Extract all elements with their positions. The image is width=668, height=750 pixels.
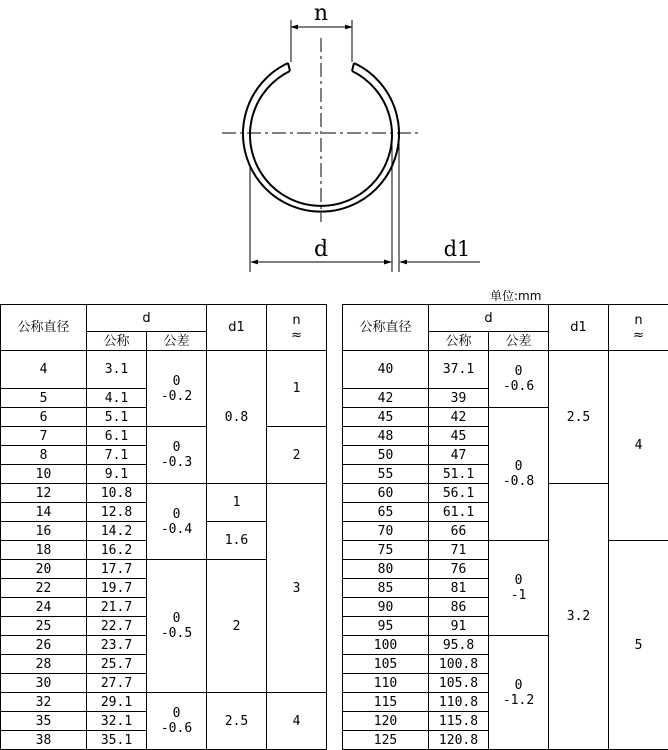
cell-nominal: 85 — [343, 579, 429, 598]
dimension-d1-label: d1 — [443, 237, 471, 261]
cell-d1: 2 — [207, 560, 267, 693]
cell-nominal: 120 — [343, 712, 429, 731]
table-body — [1, 351, 327, 750]
cell-nominal: 65 — [343, 503, 429, 522]
tolerance-upper: 0 — [172, 373, 181, 389]
cell-d-nominal: 47 — [429, 446, 489, 465]
cell-nominal: 14 — [1, 503, 87, 522]
header-d-nominal: 公称 — [429, 332, 489, 351]
cell-d-nominal: 39 — [429, 389, 489, 408]
header-d-tolerance: 公差 — [489, 332, 549, 351]
cell-nominal: 100 — [343, 636, 429, 655]
tolerance-lower: -0.2 — [160, 388, 193, 404]
cell-d-tolerance — [489, 636, 549, 750]
cell-d1: 3.2 — [549, 484, 609, 750]
cell-nominal: 45 — [343, 408, 429, 427]
cell-nominal: 20 — [1, 560, 87, 579]
tolerance-lower: -0.3 — [160, 455, 193, 470]
cell-n: 2 — [267, 427, 327, 484]
cell-d-tolerance — [489, 408, 549, 541]
header-d1: d1 — [207, 305, 267, 351]
cell-d-nominal: 91 — [429, 617, 489, 636]
tolerance-upper: 0 — [172, 611, 181, 626]
cell-nominal: 125 — [343, 731, 429, 750]
cell-nominal: 32 — [1, 693, 87, 712]
cell-nominal: 6 — [1, 408, 87, 427]
tolerance-upper: 0 — [172, 506, 181, 522]
cell-d-tolerance — [489, 351, 549, 408]
header-n: n ≈ — [609, 305, 668, 351]
cell-d-nominal: 32.1 — [87, 712, 147, 731]
cell-nominal: 55 — [343, 465, 429, 484]
cell-nominal: 18 — [1, 541, 87, 560]
cell-nominal: 50 — [343, 446, 429, 465]
cell-nominal: 25 — [1, 617, 87, 636]
table-row — [343, 351, 668, 389]
cell-d-nominal: 66 — [429, 522, 489, 541]
cell-d-nominal: 12.8 — [87, 503, 147, 522]
table-row — [1, 351, 327, 389]
tolerance-upper: 0 — [514, 459, 523, 474]
cell-nominal: 16 — [1, 522, 87, 541]
cell-nominal: 95 — [343, 617, 429, 636]
header-d: d — [87, 305, 207, 332]
tolerance-lower: -1.2 — [502, 692, 535, 708]
cell-d-nominal: 21.7 — [87, 598, 147, 617]
header-d: d — [429, 305, 549, 332]
header-d-nominal: 公称 — [87, 332, 147, 351]
cell-d-nominal: 120.8 — [429, 731, 489, 750]
header-d1: d1 — [549, 305, 609, 351]
cell-d-nominal: 17.7 — [87, 560, 147, 579]
cell-n: 1 — [267, 351, 327, 427]
tolerance-lower: -0.6 — [502, 379, 535, 394]
cell-nominal: 60 — [343, 484, 429, 503]
cell-nominal: 75 — [343, 541, 429, 560]
cell-nominal: 70 — [343, 522, 429, 541]
cell-nominal: 105 — [343, 655, 429, 674]
table-row — [1, 427, 327, 446]
cell-d-nominal: 42 — [429, 408, 489, 427]
cell-d-nominal: 25.7 — [87, 655, 147, 674]
cell-nominal: 24 — [1, 598, 87, 617]
cell-n: 4 — [267, 693, 327, 750]
tolerance-upper: 0 — [172, 706, 181, 721]
cell-d-nominal: 110.8 — [429, 693, 489, 712]
cell-d-tolerance — [147, 427, 207, 484]
cell-nominal: 110 — [343, 674, 429, 693]
cell-d-nominal: 27.7 — [87, 674, 147, 693]
cell-d-nominal: 81 — [429, 579, 489, 598]
dimension-d-label: d — [313, 237, 329, 262]
cell-nominal: 115 — [343, 693, 429, 712]
cell-d-nominal: 14.2 — [87, 522, 147, 541]
cell-d-tolerance — [147, 484, 207, 560]
cell-nominal: 38 — [1, 731, 87, 750]
cell-nominal: 5 — [1, 389, 87, 408]
cell-d-nominal: 9.1 — [87, 465, 147, 484]
cell-d-nominal: 105.8 — [429, 674, 489, 693]
tolerance-upper: 0 — [514, 573, 523, 588]
cell-d-nominal: 22.7 — [87, 617, 147, 636]
cell-d-nominal: 7.1 — [87, 446, 147, 465]
cell-d-nominal: 95.8 — [429, 636, 489, 655]
cell-d-nominal: 100.8 — [429, 655, 489, 674]
header-d-tolerance: 公差 — [147, 332, 207, 351]
cell-nominal: 7 — [1, 427, 87, 446]
cell-d1: 2.5 — [549, 351, 609, 484]
dimension-n-label: n — [313, 1, 329, 26]
tolerance-upper: 0 — [172, 440, 181, 455]
table-row — [343, 541, 668, 560]
cell-nominal: 90 — [343, 598, 429, 617]
cell-d1: 2.5 — [207, 693, 267, 750]
cell-d-nominal: 16.2 — [87, 541, 147, 560]
cell-d-nominal: 37.1 — [429, 351, 489, 389]
cell-d-nominal: 45 — [429, 427, 489, 446]
cell-nominal: 42 — [343, 389, 429, 408]
spec-table-left — [0, 304, 327, 750]
cell-nominal: 10 — [1, 465, 87, 484]
cell-nominal: 26 — [1, 636, 87, 655]
table-row — [1, 693, 327, 712]
cell-n: 5 — [609, 541, 668, 750]
cell-nominal: 48 — [343, 427, 429, 446]
cell-d-nominal: 115.8 — [429, 712, 489, 731]
cell-nominal: 22 — [1, 579, 87, 598]
header-nominal: 公称直径 — [1, 305, 87, 351]
tolerance-lower: -1 — [510, 588, 527, 603]
cell-d-nominal: 23.7 — [87, 636, 147, 655]
cell-d-tolerance — [147, 351, 207, 427]
cell-d-tolerance — [147, 560, 207, 693]
cell-d-nominal: 3.1 — [87, 351, 147, 389]
tolerance-lower: -0.8 — [502, 474, 535, 489]
cell-d1: 1 — [207, 484, 267, 522]
table-body — [343, 351, 668, 750]
cell-d-nominal: 10.8 — [87, 484, 147, 503]
tolerance-upper: 0 — [514, 677, 523, 693]
cell-d-nominal: 19.7 — [87, 579, 147, 598]
cell-d-nominal: 29.1 — [87, 693, 147, 712]
cell-nominal: 80 — [343, 560, 429, 579]
cell-d-tolerance — [147, 693, 207, 750]
cell-nominal: 40 — [343, 351, 429, 389]
spec-table-right — [342, 304, 668, 750]
cell-d1: 0.8 — [207, 351, 267, 484]
cell-d-nominal: 4.1 — [87, 389, 147, 408]
cell-nominal: 12 — [1, 484, 87, 503]
tolerance-lower: -0.4 — [160, 521, 193, 537]
cell-d-nominal: 6.1 — [87, 427, 147, 446]
cell-d-nominal: 5.1 — [87, 408, 147, 427]
tolerance-upper: 0 — [514, 364, 523, 379]
header-nominal: 公称直径 — [343, 305, 429, 351]
cell-d-nominal: 76 — [429, 560, 489, 579]
cell-d-nominal: 56.1 — [429, 484, 489, 503]
cell-nominal: 4 — [1, 351, 87, 389]
cell-d-nominal: 86 — [429, 598, 489, 617]
header-n: n ≈ — [267, 305, 327, 351]
cell-d-nominal: 61.1 — [429, 503, 489, 522]
cell-nominal: 35 — [1, 712, 87, 731]
table-row — [1, 484, 327, 503]
cell-nominal: 28 — [1, 655, 87, 674]
cell-n: 4 — [609, 351, 668, 541]
tolerance-lower: -0.6 — [160, 721, 193, 736]
unit-label: 单位:mm — [490, 289, 542, 303]
cell-nominal: 30 — [1, 674, 87, 693]
cell-nominal: 8 — [1, 446, 87, 465]
cell-n: 3 — [267, 484, 327, 693]
cell-d-nominal: 35.1 — [87, 731, 147, 750]
cell-d1: 1.6 — [207, 522, 267, 560]
cell-d-nominal: 51.1 — [429, 465, 489, 484]
cell-d-nominal: 71 — [429, 541, 489, 560]
tolerance-lower: -0.5 — [160, 626, 193, 641]
ring-drawing — [0, 0, 668, 290]
cell-d-tolerance — [489, 541, 549, 636]
